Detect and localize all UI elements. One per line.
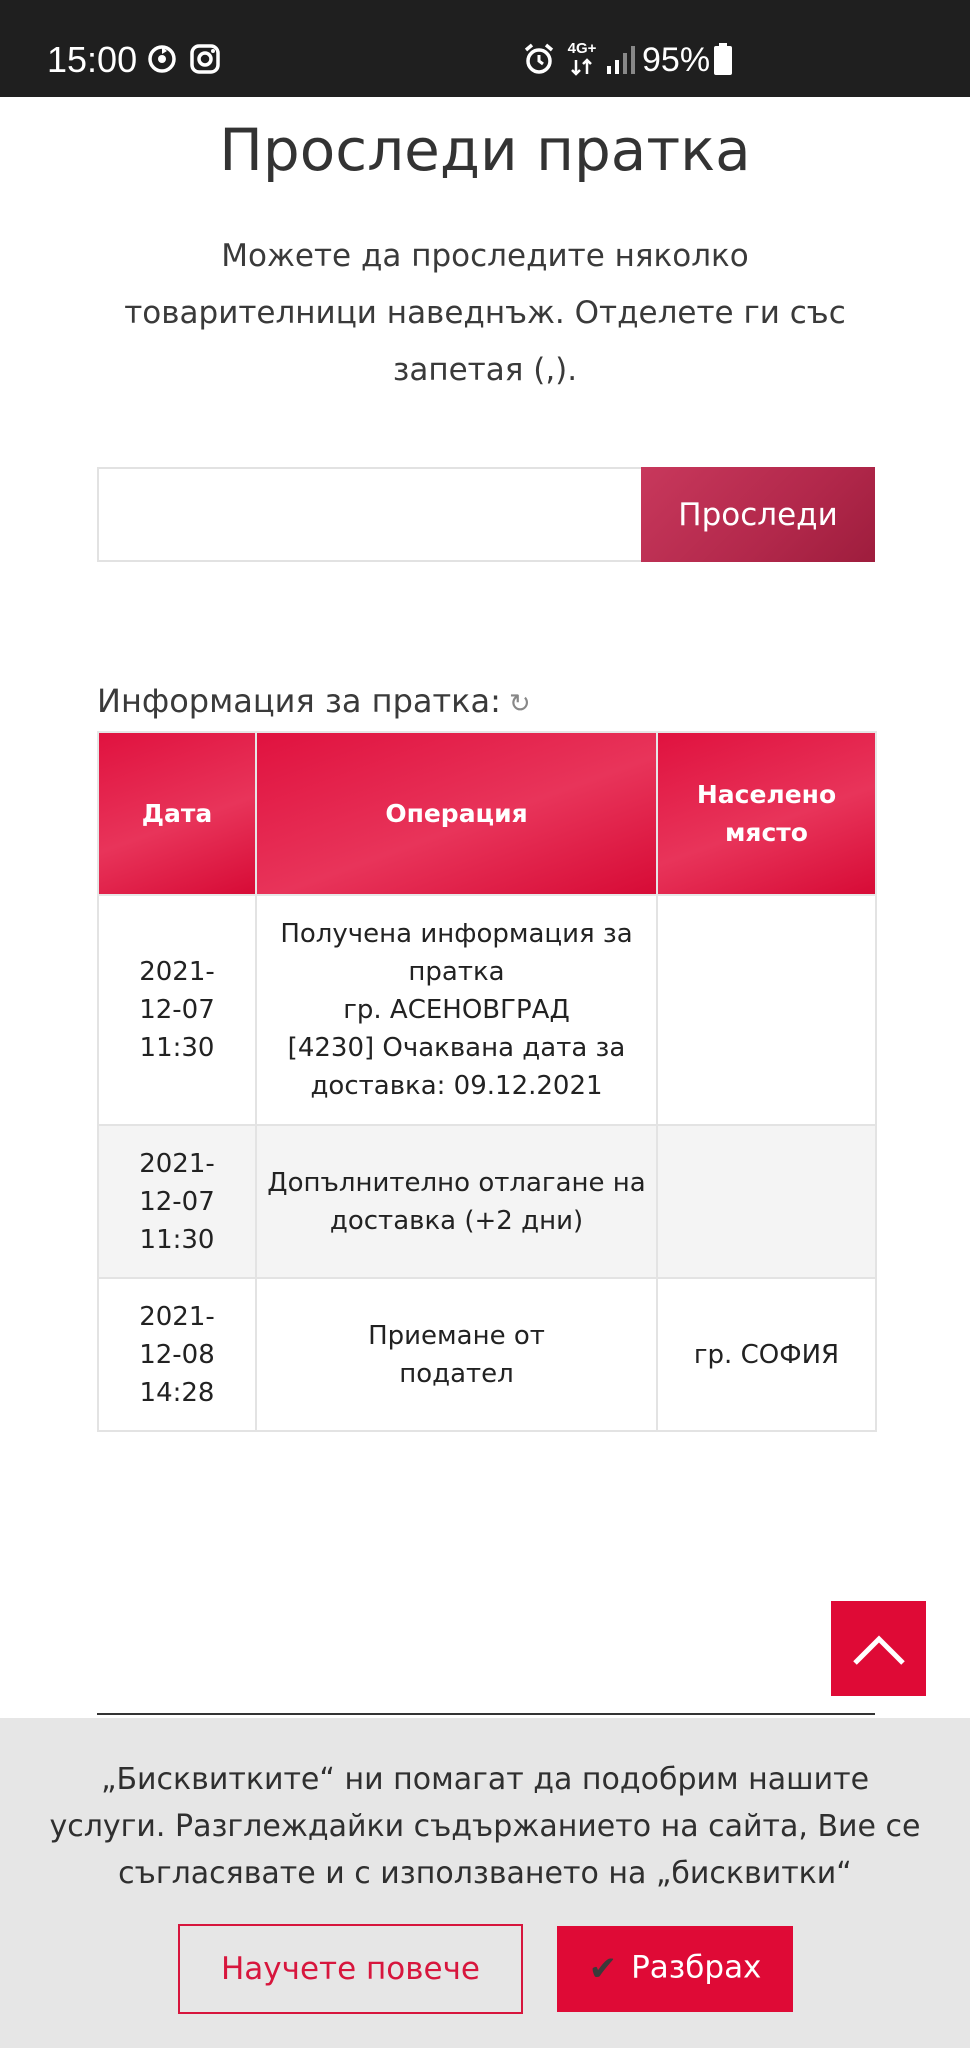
shipment-info-label bbox=[97, 678, 531, 727]
cell-place bbox=[657, 1125, 876, 1278]
status-time: 15:00 bbox=[47, 39, 138, 80]
date-text: 2021- 12-07 11:30 bbox=[139, 1148, 215, 1255]
date-text: 2021- 12-08 14:28 bbox=[139, 1301, 215, 1408]
date-text: 2021- 12-07 11:30 bbox=[139, 957, 215, 1063]
header-operation: Операция bbox=[256, 732, 657, 895]
signal-icon bbox=[604, 42, 638, 76]
operation-text: Получена информация за пратка гр. АСЕНОВГРАД [4230] Очаквана дата за доставка: 09.12.2021 bbox=[280, 919, 633, 1101]
cell-operation bbox=[256, 1125, 657, 1278]
cell-operation bbox=[256, 1278, 657, 1431]
cookie-text: „Бисквитките“ ни помагат да подобрим нашите услуги. Разглеждайки съдържанието на сайта, Вие се съгласявате и с използването на „бисквитки“ bbox=[49, 1762, 921, 1891]
tracking-number-input[interactable] bbox=[97, 467, 642, 562]
accept-cookies-button[interactable] bbox=[557, 1926, 793, 2012]
tracking-table bbox=[97, 731, 877, 1432]
header-place: Населено място bbox=[657, 732, 876, 895]
operation-text: Приемане от подател bbox=[368, 1320, 545, 1389]
sync-icon bbox=[145, 42, 179, 76]
instagram-icon bbox=[188, 42, 222, 76]
page-title: Проследи пратка bbox=[219, 116, 751, 184]
track-button[interactable]: Проследи bbox=[641, 467, 875, 562]
loading-icon: ↻ bbox=[508, 689, 531, 719]
table-row bbox=[98, 895, 876, 1125]
checkmark-icon: ✔ bbox=[588, 1949, 618, 1989]
data-arrows-icon bbox=[565, 58, 599, 76]
header-date: Дата bbox=[98, 732, 256, 895]
network-label: 4G+ bbox=[567, 40, 597, 57]
learn-more-button[interactable]: Научете повече bbox=[178, 1924, 523, 2014]
back-to-top-button[interactable] bbox=[831, 1601, 926, 1696]
cell-date bbox=[98, 1278, 256, 1431]
table-header-row bbox=[98, 732, 876, 895]
status-bar bbox=[0, 0, 970, 97]
shipment-info-text: Информация за пратка: bbox=[97, 682, 501, 720]
cell-date bbox=[98, 895, 256, 1125]
cookie-consent-bar bbox=[0, 1718, 970, 2048]
cell-place bbox=[657, 1278, 876, 1431]
place-text: гр. СОФИЯ bbox=[693, 1339, 840, 1370]
page-subtitle: Можете да проследите няколко товарителници наведнъж. Отделете ги със запетая (,). bbox=[124, 238, 846, 388]
cell-place bbox=[657, 895, 876, 1125]
battery-percent: 95% bbox=[642, 41, 711, 79]
alarm-icon bbox=[522, 42, 556, 76]
operation-text: Допълнително отлагане на доставка (+2 дни) bbox=[267, 1167, 646, 1236]
table-row bbox=[98, 1278, 876, 1431]
battery-icon bbox=[712, 42, 734, 76]
table-row bbox=[98, 1125, 876, 1278]
footer-divider bbox=[97, 1713, 875, 1715]
accept-label: Разбрах bbox=[631, 1949, 762, 1986]
cell-date bbox=[98, 1125, 256, 1278]
chevron-up-icon bbox=[831, 1629, 926, 1669]
cell-operation bbox=[256, 895, 657, 1125]
